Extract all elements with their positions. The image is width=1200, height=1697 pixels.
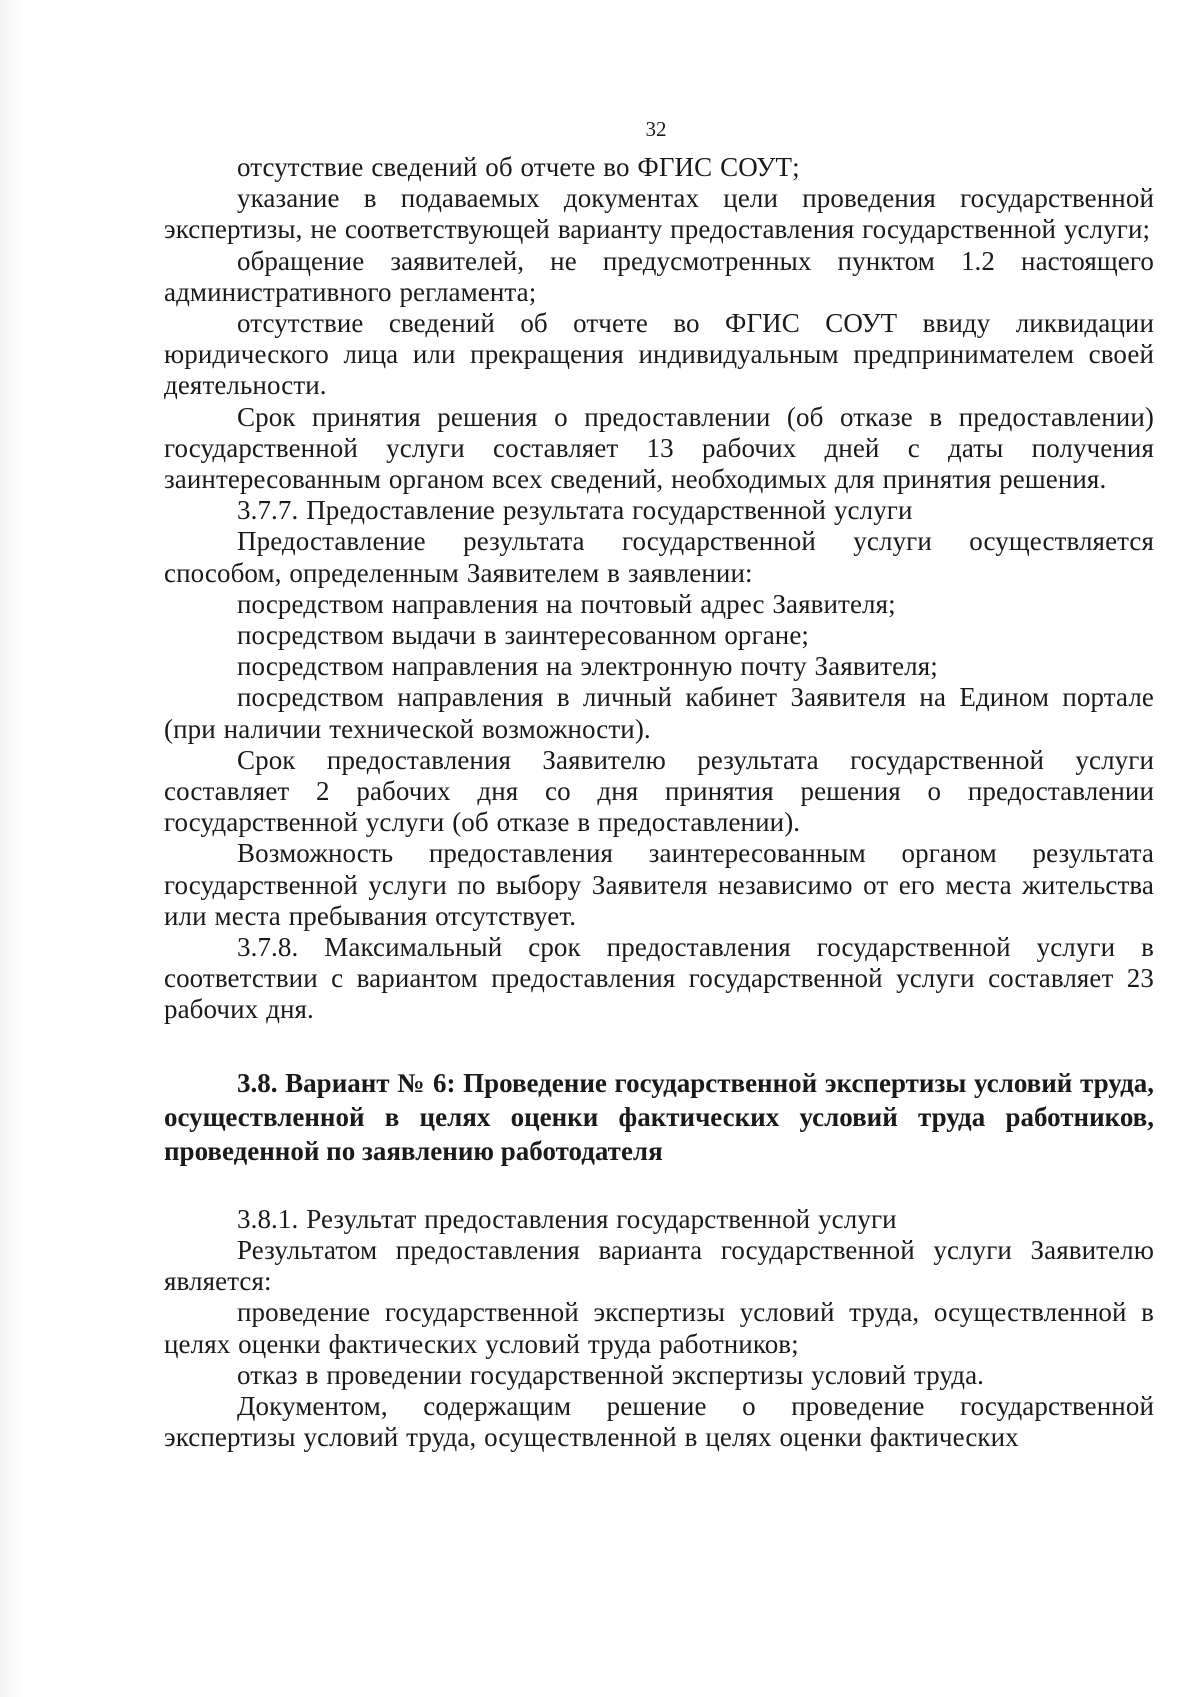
paragraph-decision-term: Срок принятия решения о предоставлении (об отказе в предоставлении) государственной услуги составляет 13 рабочих дней с даты получения заинтересованным органом всех сведений, необходимых для принятия решения. [164, 401, 1154, 495]
paragraph-extraterritorial: Возможность предоставления заинтересованным органом результата государственной услуги по выбору Заявителя независимо от его места жительства или места пребывания отсутствует. [164, 838, 1154, 931]
subsection-title-3-8-1: 3.8.1. Результат предоставления государственной услуги [237, 1203, 897, 1234]
list-item-liquidation: отсутствие сведений об отчете во ФГИС СОУТ ввиду ликвидации юридического лица или прекращения индивидуальным предпринимателем своей деятельности. [164, 308, 1154, 401]
list-item-wrong-purpose: указание в подаваемых документах цели проведения государственной экспертизы, не соответствующей варианту предоставления государственной услуги; [164, 183, 1154, 245]
list-item-postal: посредством направления на почтовый адрес Заявителя; [237, 588, 896, 619]
list-item-in-person: посредством выдачи в заинтересованном органе; [237, 620, 810, 651]
paragraph-result-method: Предоставление результата государственной услуги осуществляется способом, определенным Заявителем в заявлении: [164, 526, 1154, 588]
list-item-no-report: отсутствие сведений об отчете во ФГИС СОУТ; [237, 152, 800, 182]
subsection-title-3-7-7: 3.7.7. Предоставление результата государственной услуги [237, 495, 913, 526]
scan-edge-shadow [0, 0, 20, 1697]
paragraph-delivery-term: Срок предоставления Заявителю результата государственной услуги составляет 2 рабочих дня со дня принятия решения о предоставлении государственной услуги (об отказе в предоставлении). [164, 744, 1154, 838]
list-item-expertise: проведение государственной экспертизы условий труда, осуществленной в целях оценки фактических условий труда работников; [164, 1297, 1154, 1359]
list-item-unlisted-applicants: обращение заявителей, не предусмотренных пунктом 1.2 настоящего административного регламента; [164, 245, 1154, 307]
list-item-refusal: отказ в проведении государственной экспертизы условий труда. [237, 1359, 985, 1390]
list-item-portal: посредством направления в личный кабинет Заявителя на Едином портале (при наличии технической возможности). [164, 682, 1154, 744]
section-heading-3-8: 3.8. Вариант № 6: Проведение государственной экспертизы условий труда, осуществленной в целях оценки фактических условий труда работников, проведенной по заявлению работодателя [164, 1067, 1154, 1166]
list-item-email: посредством направления на электронную почту Заявителя; [237, 651, 938, 682]
section-spacer [164, 1168, 1154, 1204]
document-body [164, 152, 1154, 1453]
paragraph-result-definition: Результатом предоставления варианта государственной услуги Заявителю является: [164, 1234, 1154, 1297]
section-spacer [164, 1026, 1154, 1066]
page-number: 32 [645, 117, 667, 141]
paragraph-decision-document: Документом, содержащим решение о проведение государственной экспертизы условий труда, осуществленной в целях оценки фактических [164, 1390, 1154, 1453]
subsection-title-3-7-8: 3.7.8. Максимальный срок предоставления государственной услуги в соответствии с вариантом предоставления государственной услуги составляет 23 рабочих дня. [164, 932, 1154, 1025]
